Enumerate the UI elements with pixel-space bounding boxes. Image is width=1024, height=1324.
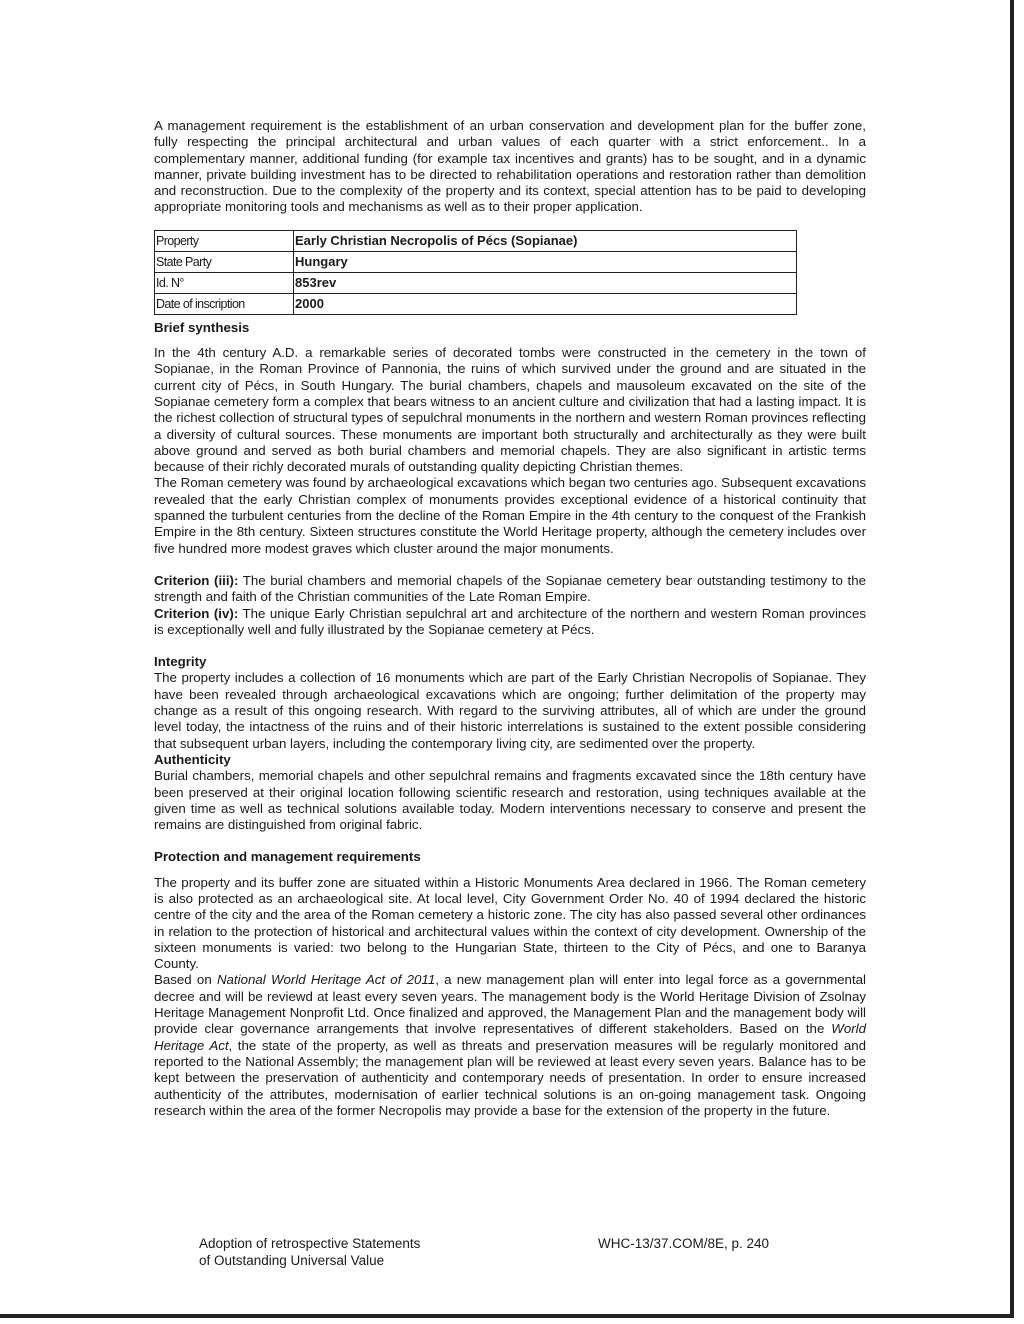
text-run: , a new management plan will enter into legal force as a governmental decree and will be reviewd at least every seven years. The management body is the World Heritage Division of Zsolnay Heritage Management Nonprofit Ltd. Once finalized and approved, the Management Plan and the management body will provide clear governance arrangements that involve representatives of different stakeholders. Based on the [154,972,866,1037]
criterion-label: Criterion (iii): [154,572,239,588]
footer-left-line-1: Adoption of retrospective Statements [199,1236,421,1251]
table-label: Property [155,230,294,251]
page-content [154,118,866,1119]
table-label: State Party [155,251,294,272]
table-row [155,272,797,293]
text-run: , the state of the property, as well as threats and preservation measures will be regularly monitored and reported to the National Assembly; the management plan will be reviewed at least every seven years. Balance has to be kept between the preservation of authenticity and contemporary needs of presentation. In order to ensure increased authenticity of the attributes, modernisation of earlier technical solutions is an on-going management task. Ongoing research within the area of the former Necropolis may provide a base for the extension of the property in the future. [154,1037,866,1118]
brief-synthesis-heading: Brief synthesis [154,319,250,335]
brief-synthesis-paragraph-2: The Roman cemetery was found by archaeological excavations which began two centuries ago. Subsequent excavations revealed that the early Christian complex of monuments provides exceptional evidence of a historical continuity that spanned the turbulent centuries from the decline of the Roman Empire in the 4th century to the conquest of the Frankish Empire in the 8th century. Sixteen structures constitute the World Heritage property, although the cemetery includes over five hundred more modest graves which cluster around the major monuments. [154,475,866,556]
table-value: Early Christian Necropolis of Pécs (Sopianae) [294,230,797,251]
protection-heading: Protection and management requirements [154,849,421,865]
authenticity-heading: Authenticity [154,751,231,767]
table-row [155,293,797,314]
footer-left-line-2: of Outstanding Universal Value [199,1253,385,1268]
footer-left [199,1235,420,1269]
criterion-label: Criterion (iv): [154,605,239,621]
property-info-table [154,230,797,315]
integrity-heading: Integrity [154,654,207,670]
text-run: Based on [154,972,217,988]
authenticity-text: Burial chambers, memorial chapels and other sepulchral remains and fragments excavated since the 18th century have been preserved at their original location following scientific research and restoration, using techniques available at the given time as well as technical solutions available today. Modern interventions necessary to conserve and present the remains are distinguished from original fabric. [154,768,866,833]
table-value: Hungary [294,251,797,272]
integrity-text: The property includes a collection of 16 monuments which are part of the Early Christian Necropolis of Sopianae. They have been revealed through archaeological excavations which are ongoing; further delimitation of the property may change as a result of this ongoing research. With regard to the surviving attributes, all of which are under the ground level today, the intactness of the ruins and of their historic interrelations is sustained to the extent possible considering that subsequent urban layers, including the contemporary living city, are sedimented over the property. [154,670,866,751]
criterion-text: The unique Early Christian sepulchral art and architecture of the northern and western Roman provinces is exceptionally well and fully illustrated by the Sopianae cemetery at Pécs. [154,605,866,637]
table-value: 853rev [294,272,797,293]
footer-page-reference: WHC-13/37.COM/8E, p. 240 [598,1236,770,1251]
criterion-iv [154,606,866,639]
brief-synthesis-paragraph-1: In the 4th century A.D. a remarkable series of decorated tombs were constructed in the cemetery in the town of Sopianae, in the Roman Province of Pannonia, the ruins of which survived under the ground and are situated in the current city of Pécs, in South Hungary. The burial chambers, chapels and mausoleum excavated on the site of the Sopianae cemetery form a complex that bears witness to an ancient culture and civilization that had a lasting impact. It is the richest collection of structural types of sepulchral monuments in the northern and western Roman provinces reflecting a diversity of cultural sources. These monuments are important both structurally and architecturally as they were built above ground and served as both burial chambers and memorial chapels. They are also significant in artistic terms because of their richly decorated murals of outstanding quality depicting Christian themes. [154,345,866,475]
protection-paragraph-1: The property and its buffer zone are situated within a Historic Monuments Area declared in 1966. The Roman cemetery is also protected as an archaeological site. At local level, City Government Order No. 40 of 1994 declared the historic centre of the city and the area of the Roman cemetery a historic zone. The city has also passed several other ordinances in relation to the protection of historical and architectural values within the context of city development. Ownership of the sixteen monuments is varied: two belong to the Hungarian State, thirteen to the City of Pécs, and one to Baranya County. [154,874,866,972]
intro-paragraph: A management requirement is the establishment of an urban conservation and development plan for the buffer zone, fully respecting the principal architectural and urban values of each quarter with a strict enforcement.. In a complementary manner, additional funding (for example tax incentives and grants) has to be sought, and in a dynamic manner, private building investment has to be directed to rehabilitation operations and restoration rather than demolition and reconstruction. Due to the complexity of the property and its context, special attention has to be paid to developing appropriate monitoring tools and mechanisms as well as to their proper application. [154,118,866,215]
table-label: Date of inscription [155,293,294,314]
criterion-text: The burial chambers and memorial chapels of the Sopianae cemetery bear outstanding testimony to the strength and faith of the Christian communities of the Late Roman Empire. [154,572,866,605]
act-title: National World Heritage Act of 2011 [216,972,436,988]
protection-paragraph-2 [154,972,866,1119]
table-row [155,251,797,272]
table-value: 2000 [294,293,797,314]
criterion-iii [154,573,866,606]
table-label: Id. N° [155,272,294,293]
table-row [155,230,797,251]
act-title: World Heritage Act [154,1021,866,1053]
